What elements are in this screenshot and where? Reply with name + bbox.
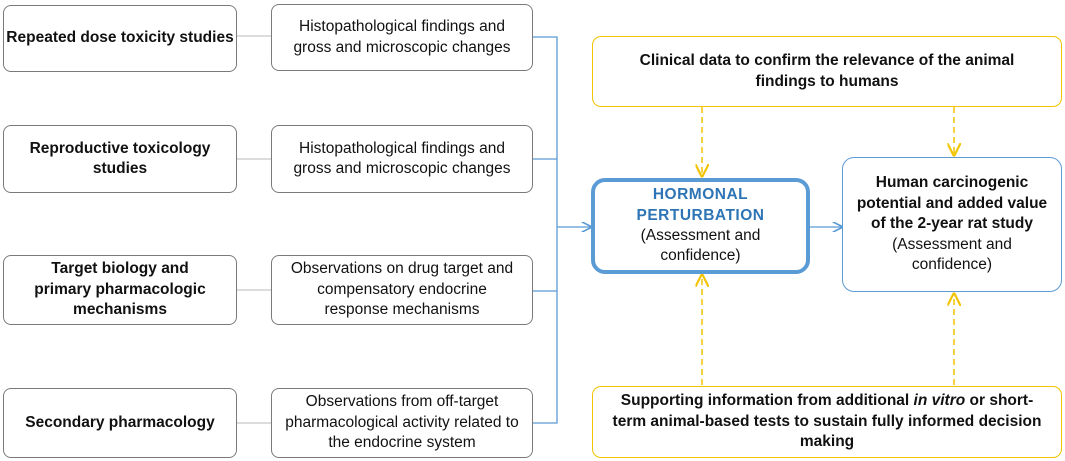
human-outcome-box [842, 157, 1062, 292]
human-outcome-text [855, 173, 1049, 275]
hormonal-perturbation-box [591, 178, 810, 274]
supporting-info-text [607, 391, 1047, 452]
finding-box-3 [271, 255, 533, 325]
finding-label-3: Observations on drug target and compensatory endocrine response mechanisms [290, 260, 514, 319]
finding-label-1: Histopathological findings and gross and microscopic changes [293, 18, 511, 56]
study-box-target-biology [3, 255, 237, 325]
human-outcome-regular: (Assessment and confidence) [892, 235, 1012, 274]
human-outcome-bold: Human carcinogenic potential and added value of the 2-year rat study [856, 174, 1048, 233]
hormonal-subtitle: (Assessment and confidence) [640, 227, 761, 265]
clinical-data-label: Clinical data to confirm the relevance of the animal findings to humans [639, 52, 1015, 90]
study-box-secondary-pharmacology [3, 388, 237, 458]
study-label-repeated-dose: Repeated dose toxicity studies [6, 29, 234, 47]
supporting-info-part2: or short-term animal-based tests to sustain fully informed decision making [612, 392, 1042, 451]
clinical-data-box [592, 36, 1062, 107]
hormonal-title: HORMONAL PERTURBATION [636, 186, 765, 224]
supporting-info-box [592, 386, 1062, 458]
finding-label-4: Observations from off-target pharmacological activity related to the endocrine system [285, 393, 519, 452]
study-box-repeated-dose [3, 5, 237, 72]
finding-label-2: Histopathological findings and gross and microscopic changes [293, 139, 511, 177]
study-label-secondary-pharmacology: Secondary pharmacology [25, 413, 215, 431]
finding-box-4 [271, 388, 533, 458]
finding-box-1 [271, 4, 533, 71]
study-label-target-biology: Target biology and primary pharmacologic mechanisms [34, 260, 206, 319]
finding-box-2 [271, 125, 533, 193]
study-label-reproductive: Reproductive toxicology studies [29, 139, 211, 177]
supporting-info-part1: Supporting information from additional [620, 392, 910, 410]
study-box-reproductive [3, 125, 237, 193]
collector-line [533, 37, 557, 423]
supporting-info-italic: in vitro [913, 392, 966, 410]
